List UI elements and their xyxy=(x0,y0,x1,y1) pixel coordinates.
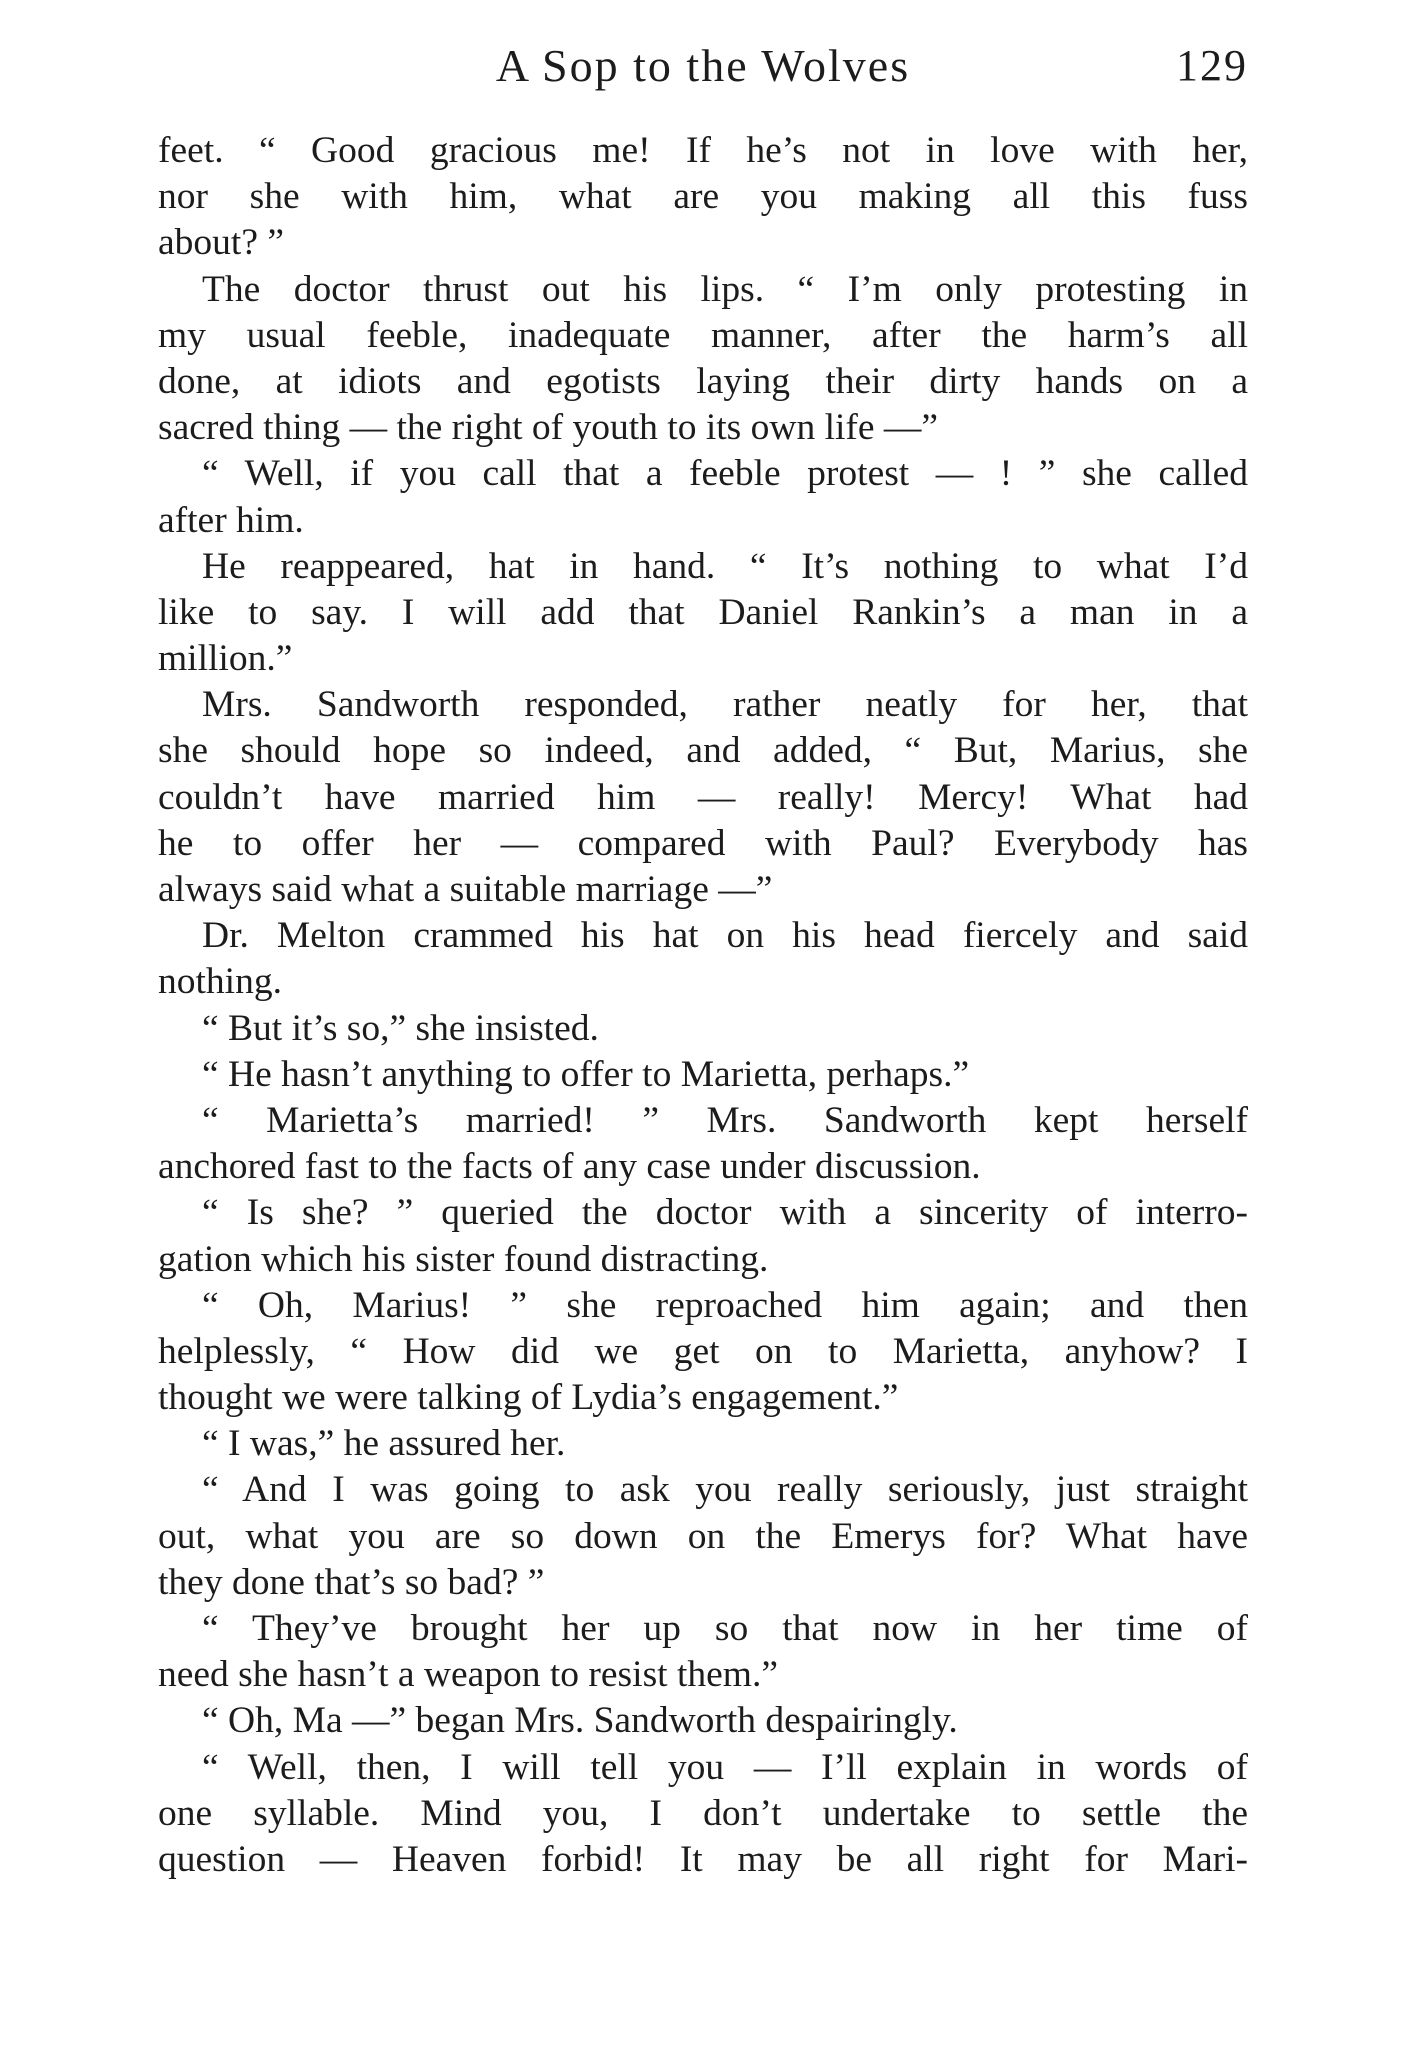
text-line: “ Oh, Marius! ” she reproached him again; and then xyxy=(202,1284,1248,1326)
text-line: gation which his sister found distracting. xyxy=(158,1238,769,1280)
text-line: “ Is she? ” queried the doctor with a sincerity of interro- xyxy=(202,1192,1248,1234)
text-line: “ But it’s so,” she insisted. xyxy=(202,1007,599,1049)
text-line: “ Well, if you call that a feeble protest — ! ” she called xyxy=(202,453,1248,495)
text-line: feet. “ Good gracious me! If he’s not in love with her, xyxy=(158,130,1248,171)
text-line: “ I was,” he assured her. xyxy=(202,1423,566,1465)
text-line: they done that’s so bad? ” xyxy=(158,1561,545,1603)
text-line: like to say. I will add that Daniel Rankin’s a man in a xyxy=(158,591,1248,633)
text-line: one syllable. Mind you, I don’t undertake to settle the xyxy=(158,1792,1248,1834)
page-number: 129 xyxy=(1176,41,1248,90)
text-line: out, what you are so down on the Emerys for? What have xyxy=(158,1515,1248,1557)
text-line: Dr. Melton crammed his hat on his head fiercely and said xyxy=(202,915,1248,957)
text-line: thought we were talking of Lydia’s engagement.” xyxy=(158,1377,899,1419)
text-line: need she hasn’t a weapon to resist them.” xyxy=(158,1654,778,1696)
text-line: “ Well, then, I will tell you — I’ll explain in words of xyxy=(202,1746,1248,1788)
text-line: she should hope so indeed, and added, “ But, Marius, she xyxy=(158,730,1248,772)
text-line: “ And I was going to ask you really seriously, just straight xyxy=(202,1469,1248,1511)
text-line: “ They’ve brought her up so that now in her time of xyxy=(202,1608,1248,1649)
text-line: He reappeared, hat in hand. “ It’s nothing to what I’d xyxy=(202,545,1248,587)
running-title: A Sop to the Wolves xyxy=(495,40,911,91)
text-line: nothing. xyxy=(158,961,282,1003)
body-text xyxy=(158,128,1248,1883)
text-line: million.” xyxy=(158,638,293,680)
text-line: The doctor thrust out his lips. “ I’m only protesting in xyxy=(202,268,1248,310)
text-line: couldn’t have married him — really! Mercy! What had xyxy=(158,776,1248,818)
text-line: after him. xyxy=(158,499,304,541)
text-line: sacred thing — the right of youth to its own life —” xyxy=(158,407,939,449)
text-line: anchored fast to the facts of any case under discussion. xyxy=(158,1146,981,1188)
text-line: done, at idiots and egotists laying their dirty hands on a xyxy=(158,360,1248,402)
text-line: “ Oh, Ma —” began Mrs. Sandworth despairingly. xyxy=(202,1700,958,1742)
text-line: nor she with him, what are you making all this fuss xyxy=(158,176,1248,218)
page-header xyxy=(158,36,1248,96)
text-line: helplessly, “ How did we get on to Marietta, anyhow? I xyxy=(158,1330,1248,1372)
text-line: he to offer her — compared with Paul? Everybody has xyxy=(158,822,1248,864)
text-line: “ Marietta’s married! ” Mrs. Sandworth kept herself xyxy=(202,1099,1248,1141)
text-line: my usual feeble, inadequate manner, after the harm’s all xyxy=(158,314,1248,356)
text-line: Mrs. Sandworth responded, rather neatly for her, that xyxy=(202,684,1248,726)
text-line: “ He hasn’t anything to offer to Marietta, perhaps.” xyxy=(202,1053,970,1095)
text-line: question — Heaven forbid! It may be all right for Mari- xyxy=(158,1838,1248,1880)
text-line: about? ” xyxy=(158,222,284,264)
text-line: always said what a suitable marriage —” xyxy=(158,869,773,910)
